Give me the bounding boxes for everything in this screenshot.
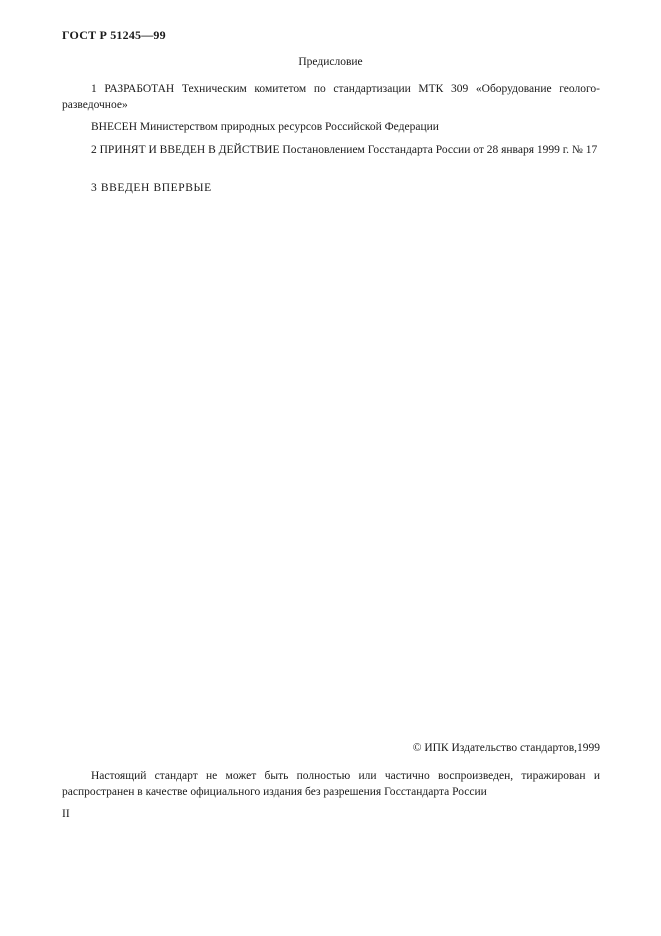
item-text: Постановлением Госстандарта России от 28 января 1999 г. № 17 [279, 144, 598, 156]
standard-code: ГОСТ Р 51245—99 [62, 28, 166, 42]
item-text: Техническим комитетом по стандартизации МТК 309 «Оборудование геолого-разведочное» [62, 83, 600, 111]
item-label: 1 РАЗРАБОТАН [91, 83, 175, 95]
page-number: II [62, 808, 70, 820]
copyright-line: © ИПК Издательство стандартов,1999 [412, 742, 600, 754]
foreword-item-developed [62, 81, 600, 113]
item-label: 3 ВВЕДЕН ВПЕРВЫЕ [91, 182, 212, 194]
reproduction-notice: Настоящий стандарт не может быть полностью или частично воспроизведен, тиражирован и распространен в качестве официального издания без разрешения Госстандарта России [62, 770, 600, 798]
foreword-title: Предисловие [298, 56, 363, 68]
foreword-item-adopted [62, 142, 600, 158]
foreword-item-first-introduced [62, 180, 600, 196]
foreword-item-introduced [62, 119, 600, 135]
item-label: 2 ПРИНЯТ И ВВЕДЕН В ДЕЙСТВИЕ [91, 144, 280, 156]
item-label: ВНЕСЕН [91, 121, 137, 133]
item-text: Министерством природных ресурсов Российской Федерации [137, 121, 439, 133]
